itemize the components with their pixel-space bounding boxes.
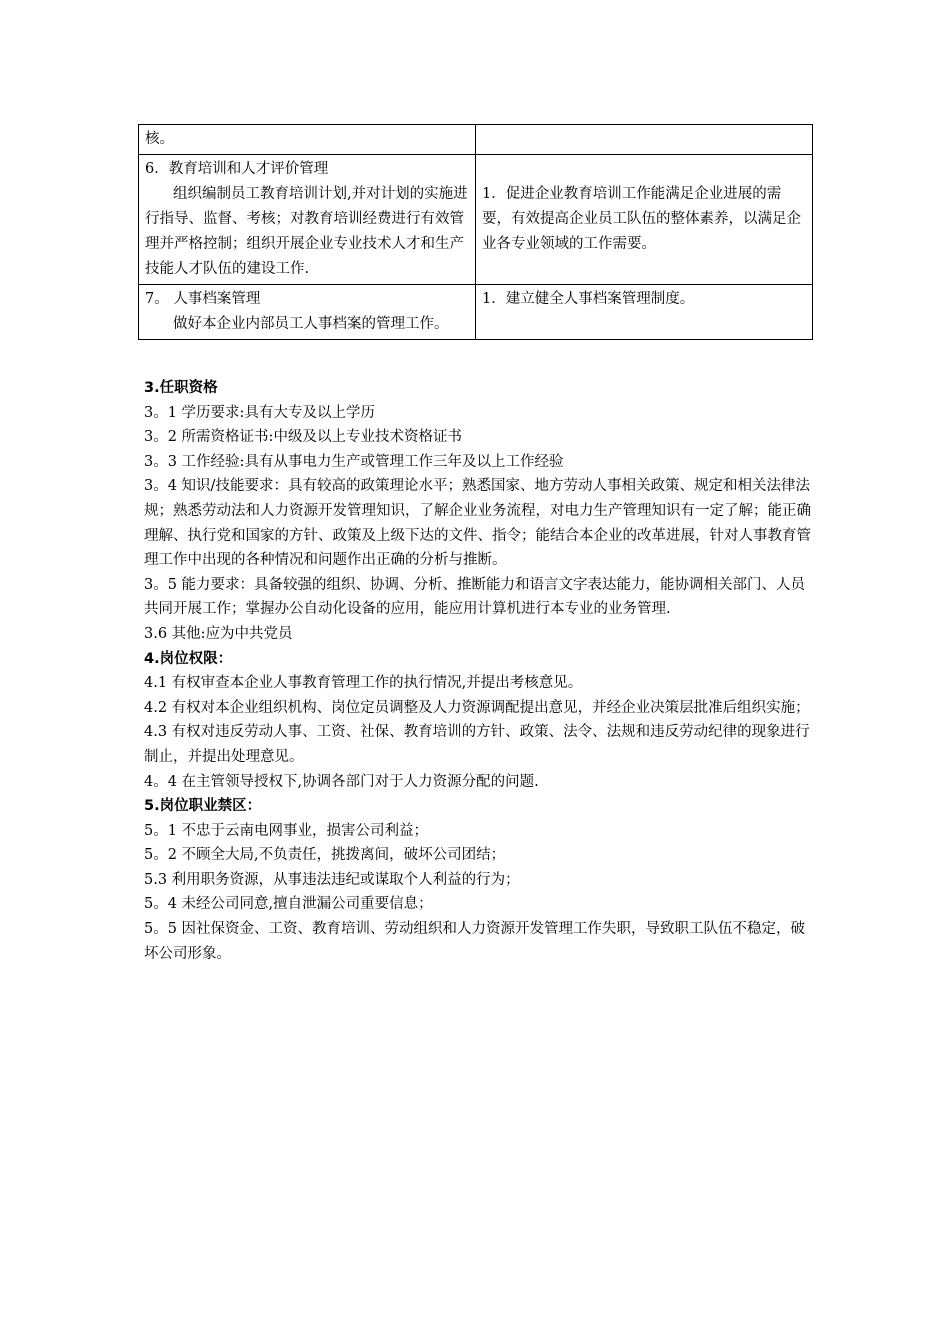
list-item: 5.3 利用职务资源，从事违法违纪或谋取个人利益的行为； [144, 871, 520, 888]
table-row [139, 155, 813, 285]
duty-table [138, 124, 813, 340]
list-item: 3。1 学历要求:具有大专及以上学历 [144, 404, 375, 421]
table-cell-duty [139, 155, 476, 285]
list-item: 4。4 在主管领导授权下,协调各部门对于人力资源分配的问题. [144, 773, 539, 790]
list-item: 5。5 因社保资金、工资、教育培训、劳动组织和人力资源开发管理工作失职，导致职工队伍不稳定，破坏公司形象。 [144, 921, 806, 962]
cell-text: 组织编制员工教育培训计划,并对计划的实施进行指导、监督、考核；对教育培训经费进行有效管理并严格控制；组织开展企业专业技术人才和生产技能人才队伍的建设工作. [145, 186, 468, 277]
table-cell-duty [139, 125, 476, 155]
cell-text: 核。 [145, 131, 174, 147]
document-body [144, 376, 814, 966]
list-item: 4.1 有权审查本企业人事教育管理工作的执行情况,并提出考核意见。 [144, 675, 583, 692]
section-heading: 3.任职资格 [144, 380, 218, 396]
list-item: 3。4 知识/技能要求：具有较高的政策理论水平；熟悉国家、地方劳动人事相关政策、规定和相关法律法规；熟悉劳动法和人力资源开发管理知识，了解企业业务流程，对电力生产管理知识有一定了解；能正确理解、执行党和国家的方针、政策及上级下达的文件、指令；能结合本企业的改革进展，针对人事教育管理工作中出现的各种情况和问题作出正确的分析与推断。 [144, 478, 811, 569]
section-heading: 5.岗位职业禁区： [144, 798, 262, 815]
list-item: 3。5 能力要求：具备较强的组织、协调、分析、推断能力和语言文字表达能力，能协调相关部门、人员共同开展工作；掌握办公自动化设备的应用，能应用计算机进行本专业的业务管理. [144, 576, 806, 618]
section-heading: 4.岗位权限： [144, 650, 233, 667]
list-item: 4.3 有权对违反劳动人事、工资、社保、教育培训的方针、政策、法令、法规和违反劳动纪律的现象进行制止，并提出处理意见。 [144, 724, 810, 765]
list-item: 5。1 不忠于云南电网事业，损害公司利益； [144, 822, 429, 839]
table-cell-goal [476, 155, 813, 285]
cell-text: 1．建立健全人事档案管理制度。 [482, 291, 695, 307]
cell-text: 1．促进企业教育培训工作能满足企业进展的需要，有效提高企业员工队伍的整体素养，以满足企业各专业领域的工作需要。 [482, 186, 801, 252]
list-item: 5。4 未经公司同意,擅自泄漏公司重要信息； [144, 896, 433, 913]
list-item: 3。2 所需资格证书:中级及以上专业技术资格证书 [144, 429, 462, 446]
table-cell-goal [476, 285, 813, 340]
cell-title: 7。 人事档案管理 [145, 291, 261, 307]
table-cell-goal [476, 125, 813, 155]
list-item: 5。2 不顾全大局,不负责任，挑拨离间，破坏公司团结； [144, 847, 506, 864]
list-item: 3.6 其他:应为中共党员 [144, 625, 293, 642]
table-cell-duty [139, 285, 476, 340]
table-row [139, 125, 813, 155]
list-item: 4.2 有权对本企业组织机构、岗位定员调整及人力资源调配提出意见，并经企业决策层批准后组织实施； [144, 699, 810, 716]
table-row [139, 285, 813, 340]
cell-title: 6．教育培训和人才评价管理 [145, 161, 329, 177]
list-item: 3。3 工作经验:具有从事电力生产或管理工作三年及以上工作经验 [144, 453, 564, 470]
cell-text: 做好本企业内部员工人事档案的管理工作。 [173, 316, 449, 332]
